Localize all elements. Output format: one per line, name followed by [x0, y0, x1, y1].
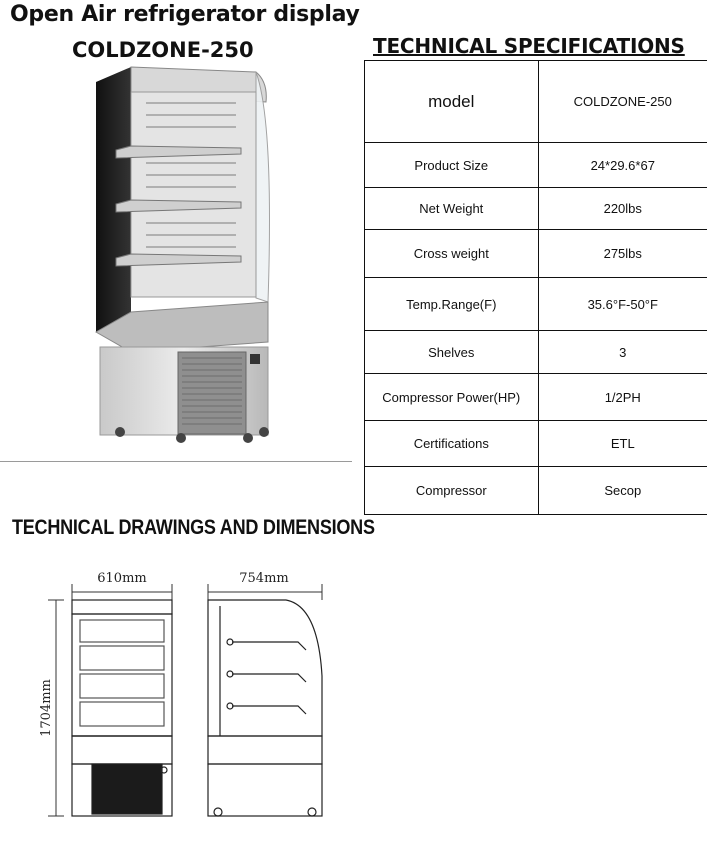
- page-title: Open Air refrigerator display: [10, 2, 360, 27]
- spec-value: ETL: [538, 421, 707, 467]
- spec-table: [364, 60, 707, 515]
- spec-row: [365, 143, 707, 188]
- width-dimension-line: [72, 584, 172, 600]
- spec-label: Net Weight: [365, 188, 539, 230]
- spec-row: [365, 61, 707, 143]
- spec-label: Shelves: [365, 331, 539, 374]
- spec-value: 24*29.6*67: [538, 143, 707, 188]
- spec-value: 3: [538, 331, 707, 374]
- spec-row: [365, 421, 707, 467]
- spec-value: Secop: [538, 467, 707, 515]
- front-view: [72, 600, 172, 816]
- spec-label: Temp.Range(F): [365, 278, 539, 331]
- side-view: [208, 600, 322, 816]
- spec-value: 35.6°F-50°F: [538, 278, 707, 331]
- section-divider: [0, 461, 352, 462]
- spec-row: [365, 331, 707, 374]
- spec-value: 1/2PH: [538, 374, 707, 421]
- spec-value: 220lbs: [538, 188, 707, 230]
- spec-heading: TECHNICAL SPECIFICATIONS: [373, 34, 685, 58]
- spec-row: [365, 188, 707, 230]
- drawings-heading: TECHNICAL DRAWINGS AND DIMENSIONS: [12, 516, 375, 539]
- spec-label: Compressor Power(HP): [365, 374, 539, 421]
- depth-dimension-line: [208, 584, 322, 600]
- spec-row: [365, 230, 707, 278]
- spec-label: Cross weight: [365, 230, 539, 278]
- spec-row: [365, 278, 707, 331]
- spec-label: model: [365, 61, 539, 143]
- depth-dimension: 754mm: [239, 571, 289, 586]
- spec-label: Compressor: [365, 467, 539, 515]
- technical-drawing: [36, 566, 336, 830]
- spec-row: [365, 374, 707, 421]
- spec-row: [365, 467, 707, 515]
- width-dimension: 610mm: [97, 571, 147, 586]
- product-photo: [86, 62, 286, 447]
- model-heading: COLDZONE-250: [72, 38, 254, 62]
- spec-value: COLDZONE-250: [538, 61, 707, 143]
- spec-label: Product Size: [365, 143, 539, 188]
- spec-label: Certifications: [365, 421, 539, 467]
- height-dimension: 1704mm: [39, 679, 54, 737]
- spec-value: 275lbs: [538, 230, 707, 278]
